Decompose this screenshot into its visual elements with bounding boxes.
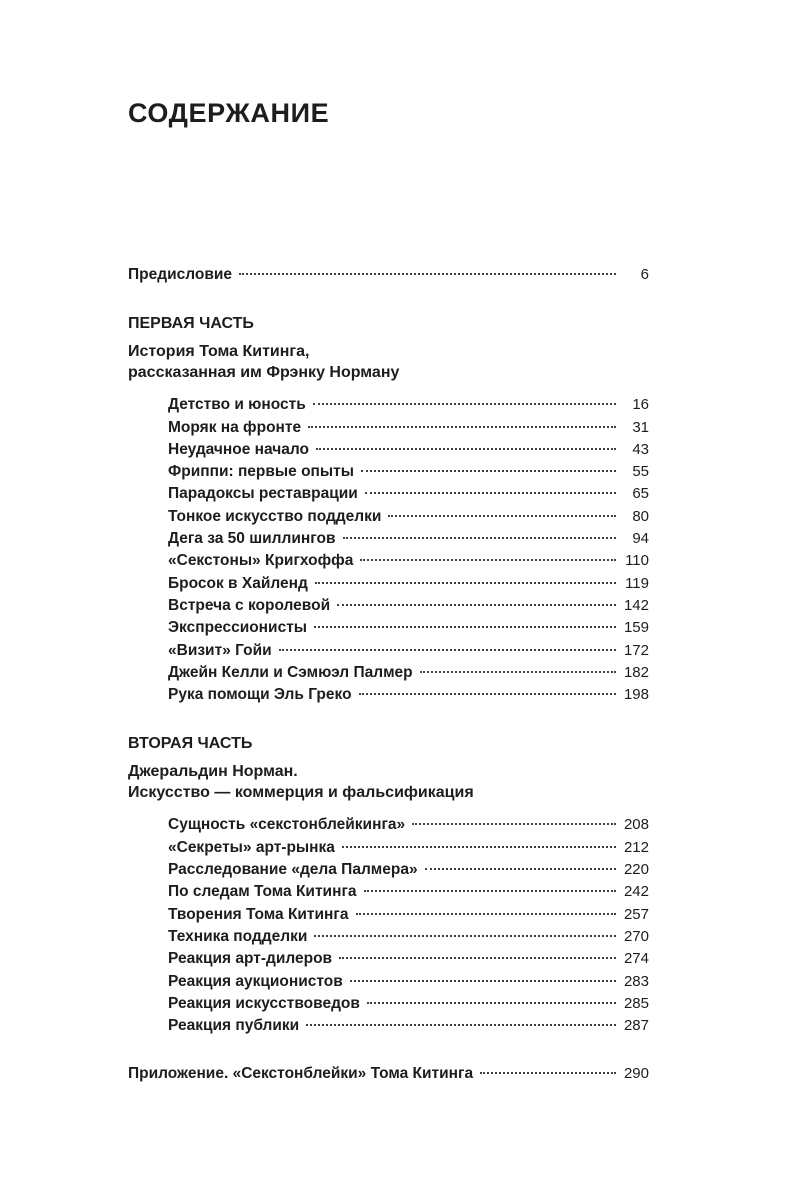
entry-label: Реакция искусствоведов <box>168 994 360 1012</box>
page-number: 220 <box>623 861 649 879</box>
page-number: 257 <box>623 905 649 923</box>
toc-entry-preface <box>128 264 649 286</box>
entry-label: Рука помощи Эль Греко <box>168 686 352 704</box>
entry-label: Тонкое искусство подделки <box>168 507 382 525</box>
page-number: 290 <box>623 1065 649 1083</box>
page-number: 172 <box>623 641 649 659</box>
page-content <box>128 98 649 1086</box>
dot-leader <box>425 868 616 870</box>
entry-label: Детство и юность <box>168 396 306 414</box>
entry-label: Реакция публики <box>168 1017 300 1035</box>
part2-items <box>128 814 649 1037</box>
dot-leader <box>306 1024 616 1026</box>
entry-label: «Секстоны» Кригхоффа <box>168 552 354 570</box>
toc-entry <box>128 640 649 662</box>
dot-leader <box>361 470 616 472</box>
page-number: 55 <box>632 463 649 481</box>
toc-entry <box>128 859 649 881</box>
entry-label: Сущность «секстонблейкинга» <box>168 816 406 834</box>
dot-leader <box>337 604 616 606</box>
entry-label: Расследование «дела Палмера» <box>168 861 418 879</box>
part1-subtitle <box>128 341 649 383</box>
entry-label: По следам Тома Китинга <box>168 883 357 901</box>
dot-leader <box>412 823 616 825</box>
entry-label: Приложение. «Секстонблейки» Тома Китинга <box>128 1065 474 1083</box>
page-number: 6 <box>640 266 649 283</box>
page-number: 142 <box>623 596 649 614</box>
toc-entry <box>128 971 649 993</box>
dot-leader <box>308 426 616 428</box>
toc-entry <box>128 417 649 439</box>
toc-entry <box>128 948 649 970</box>
entry-label: Экспрессионисты <box>168 619 308 637</box>
page-number: 110 <box>625 552 649 570</box>
toc-entry <box>128 573 649 595</box>
toc-entry <box>128 439 649 461</box>
table-of-contents <box>128 264 649 1086</box>
toc-entry <box>128 684 649 706</box>
page-number: 270 <box>623 927 649 945</box>
page-number: 198 <box>623 686 649 704</box>
page-number: 285 <box>623 994 649 1012</box>
entry-label: Бросок в Хайленд <box>168 574 308 592</box>
entry-label: Моряк на фронте <box>168 418 302 436</box>
page-number: 212 <box>623 838 649 856</box>
page-number: 119 <box>625 574 649 592</box>
dot-leader <box>388 515 616 517</box>
part2-subtitle-line2: Искусство — коммерция и фальсификация <box>128 784 474 802</box>
toc-entry-appendix <box>128 1063 649 1085</box>
part2-section <box>128 733 649 1037</box>
dot-leader <box>360 559 616 561</box>
part1-subtitle-line2: рассказанная им Фрэнку Норману <box>128 364 400 382</box>
entry-label: «Секреты» арт-рынка <box>168 838 335 856</box>
entry-label: Неудачное начало <box>168 440 309 458</box>
entry-label: Творения Тома Китинга <box>168 905 349 923</box>
dot-leader <box>343 537 617 539</box>
toc-entry <box>128 926 649 948</box>
page-number: 80 <box>632 507 649 525</box>
entry-label: Реакция арт-дилеров <box>168 950 333 968</box>
dot-leader <box>365 492 616 494</box>
toc-entry <box>128 814 649 836</box>
page-number: 287 <box>623 1017 649 1035</box>
toc-entry <box>128 993 649 1015</box>
page-number: 43 <box>632 440 649 458</box>
dot-leader <box>315 582 616 584</box>
entry-label: Парадоксы реставрации <box>168 485 358 503</box>
part1-items <box>128 394 649 706</box>
dot-leader <box>359 693 616 695</box>
toc-entry <box>128 904 649 926</box>
toc-entry <box>128 394 649 416</box>
entry-label: Джейн Келли и Сэмюэл Палмер <box>168 663 413 681</box>
page-number: 283 <box>623 972 649 990</box>
dot-leader <box>314 935 616 937</box>
page-number: 159 <box>623 619 649 637</box>
toc-entry <box>128 461 649 483</box>
dot-leader <box>314 626 616 628</box>
toc-entry <box>128 483 649 505</box>
dot-leader <box>313 403 616 405</box>
page-number: 182 <box>623 663 649 681</box>
dot-leader <box>339 957 616 959</box>
dot-leader <box>279 649 616 651</box>
toc-entry <box>128 1015 649 1037</box>
dot-leader <box>239 273 616 275</box>
part2-heading: ВТОРАЯ ЧАСТЬ <box>128 735 253 753</box>
page-number: 16 <box>632 396 649 414</box>
toc-entry <box>128 506 649 528</box>
entry-label: Дега за 50 шиллингов <box>168 530 336 548</box>
dot-leader <box>350 980 616 982</box>
toc-entry <box>128 550 649 572</box>
entry-label: «Визит» Гойи <box>168 641 272 659</box>
entry-label: Предисловие <box>128 266 233 283</box>
page-number: 274 <box>623 950 649 968</box>
page-number: 242 <box>623 883 649 901</box>
entry-label: Техника подделки <box>168 927 308 945</box>
dot-leader <box>316 448 616 450</box>
dot-leader <box>342 846 616 848</box>
entry-label: Реакция аукционистов <box>168 972 343 990</box>
dot-leader <box>480 1072 616 1074</box>
page-title: СОДЕРЖАНИЕ <box>128 98 330 128</box>
page-number: 208 <box>623 816 649 834</box>
part1-section <box>128 313 649 706</box>
dot-leader <box>367 1002 616 1004</box>
part2-subtitle-line1: Джеральдин Норман. <box>128 763 298 781</box>
toc-entry <box>128 595 649 617</box>
dot-leader <box>364 890 616 892</box>
entry-label: Фриппи: первые опыты <box>168 463 354 481</box>
dot-leader <box>356 913 617 915</box>
page-number: 65 <box>632 485 649 503</box>
entry-label: Встреча с королевой <box>168 596 331 614</box>
part1-subtitle-line1: История Тома Китинга, <box>128 343 310 361</box>
page-number: 31 <box>632 418 649 436</box>
toc-entry <box>128 617 649 639</box>
toc-entry <box>128 662 649 684</box>
page-number: 94 <box>632 530 649 548</box>
toc-entry <box>128 528 649 550</box>
dot-leader <box>420 671 616 673</box>
toc-entry <box>128 881 649 903</box>
part2-subtitle <box>128 761 649 803</box>
toc-entry <box>128 837 649 859</box>
part1-heading: ПЕРВАЯ ЧАСТЬ <box>128 315 254 333</box>
